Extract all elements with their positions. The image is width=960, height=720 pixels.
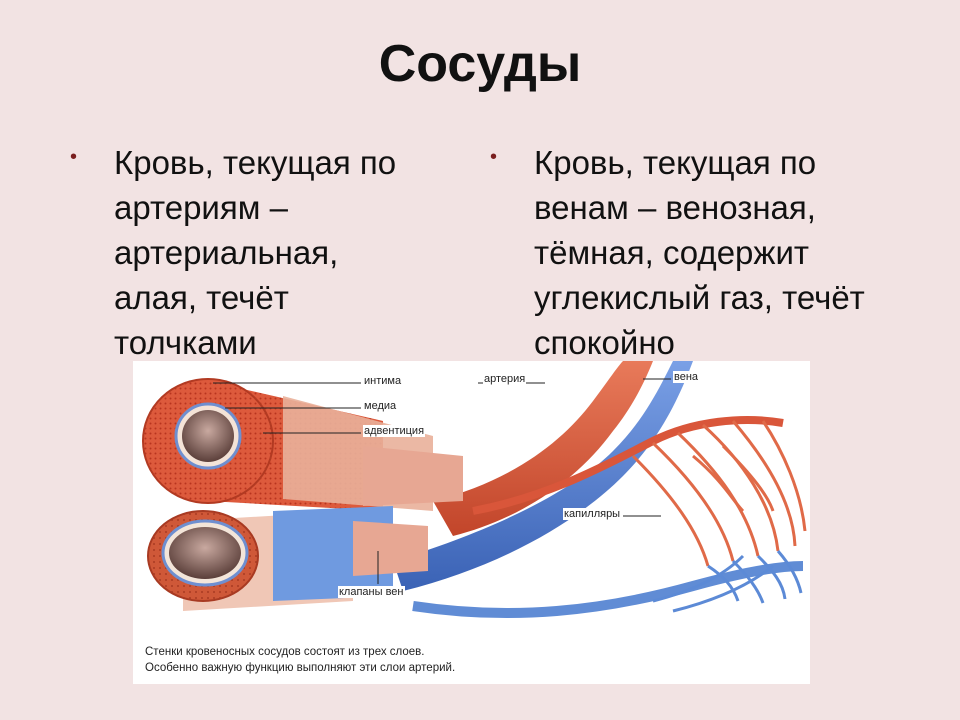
artery-segment bbox=[363, 446, 463, 506]
bullet-vein bbox=[490, 140, 930, 365]
label-adventitia: адвентиция bbox=[364, 425, 425, 437]
bullet-vein-text: Кровь, текущая по венам – венозная, тёмная, содержит углекислый газ, течёт спокойно bbox=[534, 144, 865, 361]
bullet-marker: • bbox=[490, 146, 498, 168]
bullet-artery-text: Кровь, текущая по артериям – артериальная, алая, течёт толчками bbox=[114, 144, 397, 361]
capillary-network-venous bbox=[653, 551, 801, 611]
label-vein-valves: клапаны вен bbox=[339, 586, 404, 598]
label-capillaries: капилляры bbox=[564, 508, 621, 520]
caption-line-2: Особенно важную функцию выполняют эти слои артерий. bbox=[145, 662, 456, 674]
label-intima: интима bbox=[364, 375, 402, 387]
caption-line-1: Стенки кровеносных сосудов состоят из трех слоев. bbox=[145, 646, 425, 658]
blood-vessel-illustration bbox=[133, 361, 810, 684]
slide-title: Сосуды bbox=[378, 35, 582, 93]
figure-caption bbox=[145, 644, 455, 676]
label-vein: вена bbox=[674, 371, 699, 383]
label-artery: артерия bbox=[484, 373, 526, 385]
bullet-artery bbox=[70, 140, 450, 365]
bullet-marker: • bbox=[70, 146, 78, 168]
vessel-drawing bbox=[133, 361, 810, 684]
label-media: медиа bbox=[364, 400, 397, 412]
vein-valve-segment bbox=[353, 521, 428, 576]
capillary-network-arterial bbox=[633, 421, 805, 566]
